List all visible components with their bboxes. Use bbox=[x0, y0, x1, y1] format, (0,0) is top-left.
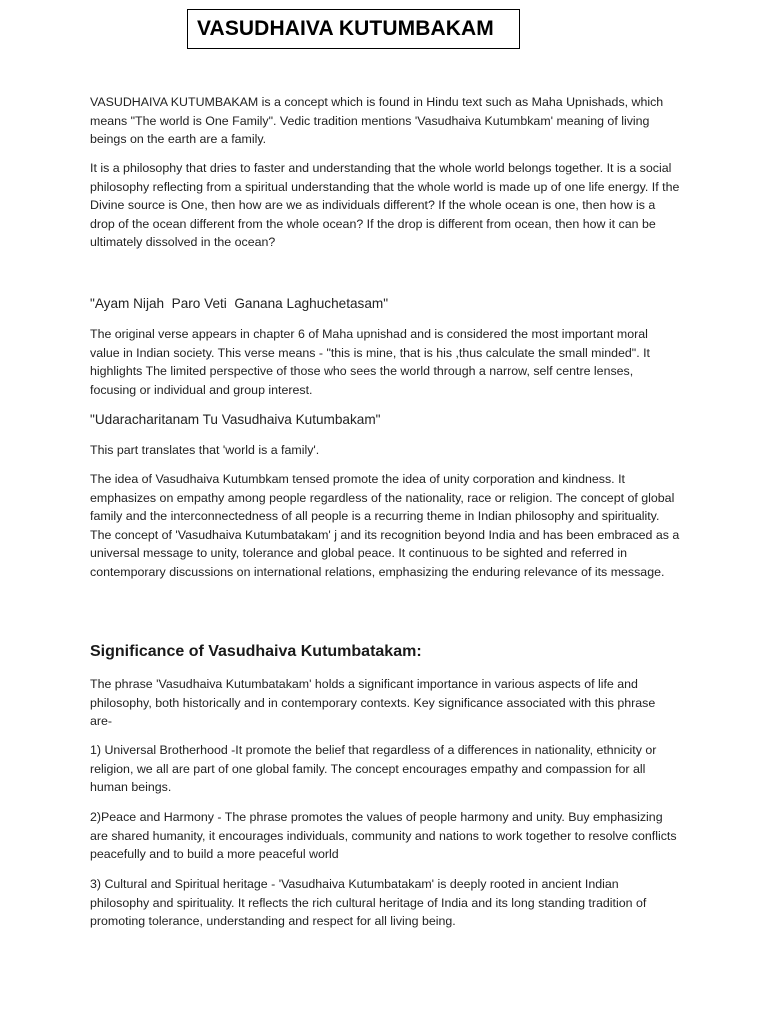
verse-2-translation: This part translates that 'world is a family'. bbox=[90, 443, 320, 457]
intro-paragraph-2: It is a philosophy that dries to faster and understanding that the whole world belongs together. It is a social philosophy reflecting from a spiritual understanding that the whole world is made up of one life energy. If the Divine source is One, then how are we as individuals different? If the whole ocean is one, then how is a drop of the ocean different from the whole ocean? If the drop is different from ocean, then how it can be ultimately dissolved in the ocean? bbox=[90, 161, 680, 250]
significance-intro: The phrase 'Vasudhaiva Kutumbatakam' holds a significant importance in various aspects of life and philosophy, both historically and in contemporary contexts. Key significance associated with this phrase are- bbox=[90, 677, 656, 729]
document-title: VASUDHAIVA KUTUMBAKAM bbox=[197, 17, 494, 40]
verse-1-quote: "Ayam Nijah Paro Veti Ganana Laghuchetasam" bbox=[90, 296, 389, 311]
verse-1-explanation: The original verse appears in chapter 6 of Maha upnishad and is considered the most important moral value in Indian society. This verse means - "this is mine, that is his ,thus calculate the small minded". It highlights The limited perspective of those who sees the world through a narrow, self centre lenses, focusing or individual and group interest. bbox=[90, 327, 650, 397]
idea-paragraph: The idea of Vasudhaiva Kutumbkam tensed promote the idea of unity corporation and kindness. It emphasizes on empathy among people regardless of the nationality, race or religion. The concept of global family and the interconnectedness of all people is a recurring theme in Indian philosophy and spirituality. The concept of 'Vasudhaiva Kutumbatakam' j and its recognition beyond India and has been embraced as a universal message to unity, tolerance and global peace. It continuous to be sighted and referred in contemporary discussions on international relations, emphasizing the enduring relevance of its message. bbox=[90, 472, 680, 579]
verse-2-quote: "Udaracharitanam Tu Vasudhaiva Kutumbakam" bbox=[90, 412, 381, 427]
intro-paragraph-1: VASUDHAIVA KUTUMBAKAM is a concept which is found in Hindu text such as Maha Upnishads, which means "The world is One Family". Vedic tradition mentions 'Vasudhaiva Kutumbkam' meaning of living beings on the earth are a family. bbox=[90, 95, 664, 147]
significance-heading: Significance of Vasudhaiva Kutumbatakam: bbox=[90, 643, 422, 660]
significance-point-3: 3) Cultural and Spiritual heritage - 'Vasudhaiva Kutumbatakam' is deeply rooted in ancient Indian philosophy and spirituality. It reflects the rich cultural heritage of India and its long standing tradition of promoting tolerance, understanding and respect for all living being. bbox=[90, 877, 647, 929]
title-box bbox=[187, 9, 520, 49]
significance-point-1: 1) Universal Brotherhood -It promote the belief that regardless of a differences in nationality, ethnicity or religion, we all are part of one global family. The concept encourages empathy and compassion for all human beings. bbox=[90, 743, 657, 795]
significance-point-2: 2)Peace and Harmony - The phrase promotes the values of people harmony and unity. Buy emphasizing are shared humanity, it encourages individuals, community and nations to work together to resolve conflicts peacefully and to build a more peaceful world bbox=[90, 810, 677, 862]
